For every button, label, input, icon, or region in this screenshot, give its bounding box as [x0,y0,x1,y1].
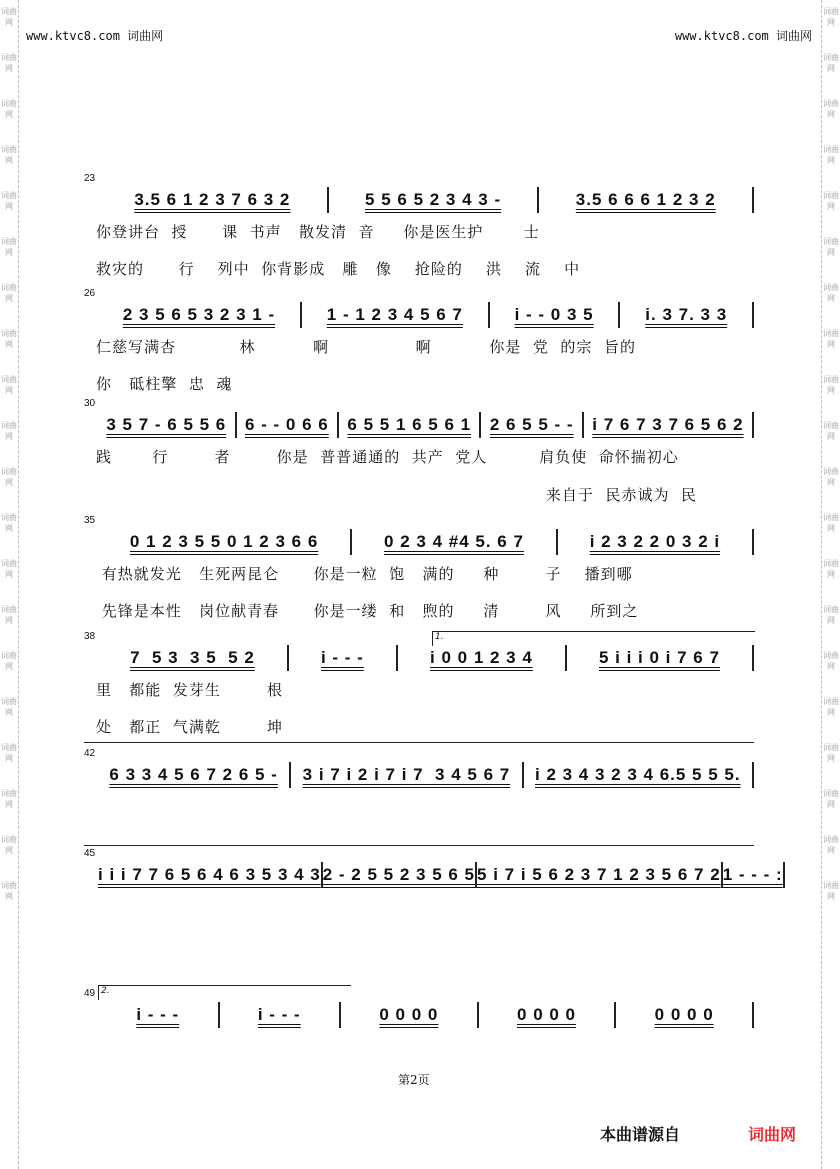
watermark-text: 词曲网 [823,375,839,395]
notation-bar: 5 i i i 0 i 7 6 7 [598,648,720,667]
watermark-text: 词曲网 [823,283,839,303]
watermark-text: 词曲网 [823,329,839,349]
notation-line [98,643,754,673]
watermark-text: 词曲网 [1,743,17,763]
notation-bar: 5 5 6 5 2 3 4 3 - [365,190,502,209]
lyric-line: 仁慈写满杏 林 啊 啊 你是 党 的宗 旨的 [96,338,636,356]
notation-line [98,860,783,890]
watermark-text: 词曲网 [1,329,17,349]
barline [752,529,754,555]
notation-bar: i - - - [136,1005,180,1024]
watermark-text: 词曲网 [1,53,17,73]
notation-line [98,1000,754,1030]
lyric-line: 救灾的 行 列中 你背影成 雕 像 抢险的 洪 流 中 [96,260,581,278]
watermark-text: 词曲网 [1,559,17,579]
notation-bar: 6 5 5 1 6 5 6 1 [347,415,472,434]
watermark-text: 词曲网 [1,605,17,625]
measure-number: 26 [84,288,96,299]
notation-bar: i 7 6 7 3 7 6 5 6 2 [592,415,744,434]
watermark-text: 词曲网 [823,513,839,533]
barline [752,302,754,328]
lyric-line: 先锋是本性 岗位献青春 你是一缕 和 煦的 清 风 所到之 [96,602,639,620]
site-url-right[interactable]: www.ktvc8.com 词曲网 [674,29,812,43]
measure-number: 35 [84,515,96,526]
notation-bar: i 0 0 1 2 3 4 [430,648,533,667]
notation-bar: i - - - [320,648,364,667]
lyric-line: 里 都能 发芽生 根 [96,681,283,699]
watermark-text: 词曲网 [823,53,839,73]
watermark-text: 词曲网 [1,421,17,441]
notation-bar: 0 0 0 0 [379,1005,439,1024]
lyric-line: 你 砥柱擎 忠 魂 [96,375,233,393]
page-number: 第2页 [398,1073,430,1087]
notation-line [98,760,754,790]
watermark-text: 词曲网 [823,191,839,211]
volta-bracket [98,985,351,1000]
watermark-text: 词曲网 [1,99,17,119]
notation-bar: 1 - 1 2 3 4 5 6 7 [326,305,463,324]
lyric-line: 来自于 民赤诚为 民 [96,486,697,504]
barline [752,762,754,788]
barline [752,645,754,671]
watermark-text: 词曲网 [1,283,17,303]
barline [752,412,754,438]
watermark-text: 词曲网 [1,697,17,717]
notation-bar: 1 - - - : [722,865,783,884]
watermark-text: 词曲网 [823,697,839,717]
watermark-text: 词曲网 [823,651,839,671]
watermark-text: 词曲网 [823,881,839,901]
notation-bar: 2 - 2 5 5 2 3 5 6 5 [322,865,476,884]
lyric-line: 你登讲台 授 课 书声 散发清 音 你是医生护 士 [96,223,540,241]
staff-top-line [84,845,754,846]
notation-line [98,410,754,440]
lyric-line: 处 都正 气满乾 坤 [96,718,283,736]
notation-bar: i 2 3 2 2 0 3 2 i [589,532,721,551]
notation-bar: 7 5 3 3 5 5 2 [130,648,255,667]
watermark-text: 词曲网 [1,7,17,27]
barline [752,187,754,213]
watermark-strip-left [0,0,19,1169]
notation-bar: 3 i 7 i 2 i 7 i 7 3 4 5 6 7 [302,765,511,784]
watermark-text: 词曲网 [1,513,17,533]
measure-number: 45 [84,848,96,859]
volta-label: 1. [435,632,444,642]
notation-bar: 0 2 3 4 #4 5. 6 7 [384,532,524,551]
notation-bar: 0 0 0 0 [517,1005,577,1024]
watermark-text: 词曲网 [1,145,17,165]
watermark-strip-right [821,0,840,1169]
watermark-text: 词曲网 [823,789,839,809]
lyric-line: 有热就发光 生死两昆仑 你是一粒 饱 满的 种 子 播到哪 [96,565,633,583]
watermark-text: 词曲网 [823,145,839,165]
staff-top-line [84,742,754,743]
barline [752,1002,754,1028]
lyric-line: 践 行 者 你是 普普通通的 共产 党人 肩负使 命怀揣初心 [96,448,679,466]
measure-number: 38 [84,631,96,642]
notation-bar: 0 0 0 0 [654,1005,714,1024]
watermark-text: 词曲网 [823,743,839,763]
site-url-left[interactable]: www.ktvc8.com 词曲网 [26,29,164,43]
notation-bar: i 2 3 4 3 2 3 4 6.5 5 5 5. [535,765,741,784]
notation-bar: i - - - [257,1005,301,1024]
watermark-text: 词曲网 [823,559,839,579]
watermark-text: 词曲网 [1,237,17,257]
watermark-text: 词曲网 [1,375,17,395]
notation-line [98,527,754,557]
notation-bar: i i i 7 7 6 5 6 4 6 3 5 3 4 3 [98,865,321,884]
volta-label: 2. [101,986,110,996]
notation-bar: 2 6 5 5 - - [489,415,574,434]
measure-number: 23 [84,173,96,184]
watermark-text: 词曲网 [823,99,839,119]
notation-line [98,185,754,215]
notation-bar: i - - 0 3 5 [514,305,594,324]
watermark-text: 词曲网 [1,191,17,211]
watermark-text: 词曲网 [823,605,839,625]
notation-bar: 3 5 7 - 6 5 5 6 [106,415,227,434]
watermark-text: 词曲网 [823,467,839,487]
notation-bar: i. 3 7. 3 3 [645,305,728,324]
watermark-text: 词曲网 [823,237,839,257]
watermark-text: 词曲网 [1,651,17,671]
notation-bar: 5 i 7 i 5 6 2 3 7 1 2 3 5 6 7 2 [477,865,721,884]
repeat-barline [783,862,785,888]
notation-bar: 0 1 2 3 5 5 0 1 2 3 6 6 [129,532,319,551]
watermark-text: 词曲网 [823,421,839,441]
footer-brand-link[interactable]: 词曲网 [748,1125,797,1144]
notation-bar: 3.5 6 6 6 1 2 3 2 [575,190,716,209]
measure-number: 42 [84,748,96,759]
watermark-text: 词曲网 [1,789,17,809]
notation-bar: 6 - - 0 6 6 [244,415,329,434]
watermark-text: 词曲网 [823,7,839,27]
watermark-text: 词曲网 [823,835,839,855]
watermark-text: 词曲网 [1,835,17,855]
notation-bar: 6 3 3 4 5 6 7 2 6 5 - [109,765,278,784]
notation-bar: 3.5 6 1 2 3 7 6 3 2 [134,190,291,209]
notation-bar: 2 3 5 6 5 3 2 3 1 - [122,305,276,324]
measure-number: 30 [84,398,96,409]
footer-source-label: 本曲谱源自 [600,1125,681,1144]
watermark-text: 词曲网 [1,467,17,487]
measure-number: 49 [84,988,96,999]
watermark-text: 词曲网 [1,881,17,901]
notation-line [98,300,754,330]
